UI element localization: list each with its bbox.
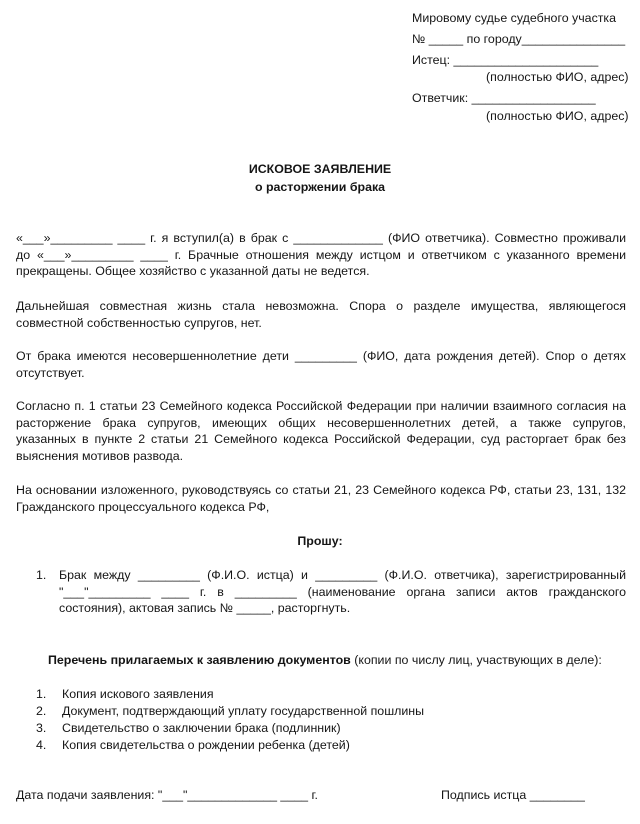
attachment-item [36, 686, 214, 702]
paragraph-grounds [16, 482, 626, 515]
paragraph-children [16, 348, 626, 381]
paragraph-line: На основании изложенного, руководствуясь со статьи 21, 23 Семейного кодекса РФ, статьи 23, 131, 132 [16, 483, 626, 497]
paragraph-legal-basis [16, 398, 626, 464]
attachment-text: Копия свидетельства о рождении ребенка (детей) [62, 738, 350, 752]
paragraph-line: расторжение брака супругов, имеющих общих несовершеннолетних детей, а также супругов, [16, 415, 626, 430]
attachment-text: Копия искового заявления [62, 687, 214, 701]
paragraph-line: Дальнейшая совместная жизнь стала невозможна. Спора о разделе имущества, являющегося [16, 299, 626, 313]
document-title: ИСКОВОЕ ЗАЯВЛЕНИЕ [248, 162, 392, 176]
attachment-number: 1. [36, 687, 47, 701]
paragraph-line: прекращены. Общее хозяйство с указанной даты не ведется. [16, 264, 370, 279]
paragraph-line: Согласно п. 1 статьи 23 Семейного кодекса Российской Федерации при наличии взаимного согласия на [16, 399, 626, 413]
filing-date-line: Дата подачи заявления: "___"_____________ ____ г. [16, 788, 318, 802]
paragraph-line: «___»_________ ____ г. я вступил(а) в брак с _____________ (ФИО ответчика). Совместно проживали [16, 231, 626, 245]
plaintiff-line: Истец: _____________________ [412, 53, 599, 67]
defendant-note: (полностью ФИО, адрес) [486, 109, 629, 123]
paragraph-line: От брака имеются несовершеннолетние дети _________ (ФИО, дата рождения детей). Спор о детях [16, 349, 626, 363]
signature-line: Подпись истца ________ [441, 788, 585, 802]
attachment-text: Документ, подтверждающий уплату государственной пошлины [62, 704, 425, 718]
paragraph-marriage [16, 230, 626, 280]
attachments-heading-note: (копии по числу лиц, участвующих в деле): [350, 653, 602, 667]
court-number-line: № _____ по городу_______________ [412, 32, 626, 46]
attachments-heading [48, 652, 602, 668]
request-item-text [59, 567, 626, 617]
attachment-number: 4. [36, 738, 47, 752]
court-line: Мировому судье судебного участка [412, 11, 617, 25]
paragraph-line: указанных в пункте 2 статьи 21 Семейного кодекса Российской Федерации, суд расторгает брак без [16, 432, 626, 447]
plaintiff-note: (полностью ФИО, адрес) [486, 70, 629, 84]
request-heading: Прошу: [297, 534, 343, 548]
attachments-heading-bold: Перечень прилагаемых к заявлению документов [48, 653, 351, 667]
request-item-number: 1. [36, 568, 47, 582]
attachment-number: 3. [36, 721, 47, 735]
request-line: "___"_________ ____ г. в _________ (наименование органа записи актов гражданского [59, 584, 626, 599]
paragraph-line: выяснения мотивов развода. [16, 448, 184, 463]
document-subtitle: о расторжении брака [254, 180, 386, 194]
attachment-number: 2. [36, 704, 47, 718]
attachment-text: Свидетельство о заключении брака (подлинник) [62, 721, 341, 735]
paragraph-line: совместной собственностью супругов, нет. [16, 315, 262, 330]
paragraph-line: отсутствует. [16, 365, 85, 380]
paragraph-line: Гражданского процессуального кодекса РФ, [16, 499, 270, 514]
paragraph-line: до «___»_________ ____ г. Брачные отношения между истцом и ответчиком с указанного времени [16, 247, 626, 262]
request-line: Брак между _________ (Ф.И.О. истца) и _________ (Ф.И.О. ответчика), зарегистрированный [59, 568, 626, 582]
attachment-item [36, 737, 350, 753]
attachment-item [36, 720, 341, 736]
attachment-item [36, 703, 424, 719]
request-line: состояния), актовая запись № _____, расторгнуть. [59, 601, 351, 616]
paragraph-property [16, 298, 626, 331]
defendant-line: Ответчик: __________________ [412, 91, 596, 105]
